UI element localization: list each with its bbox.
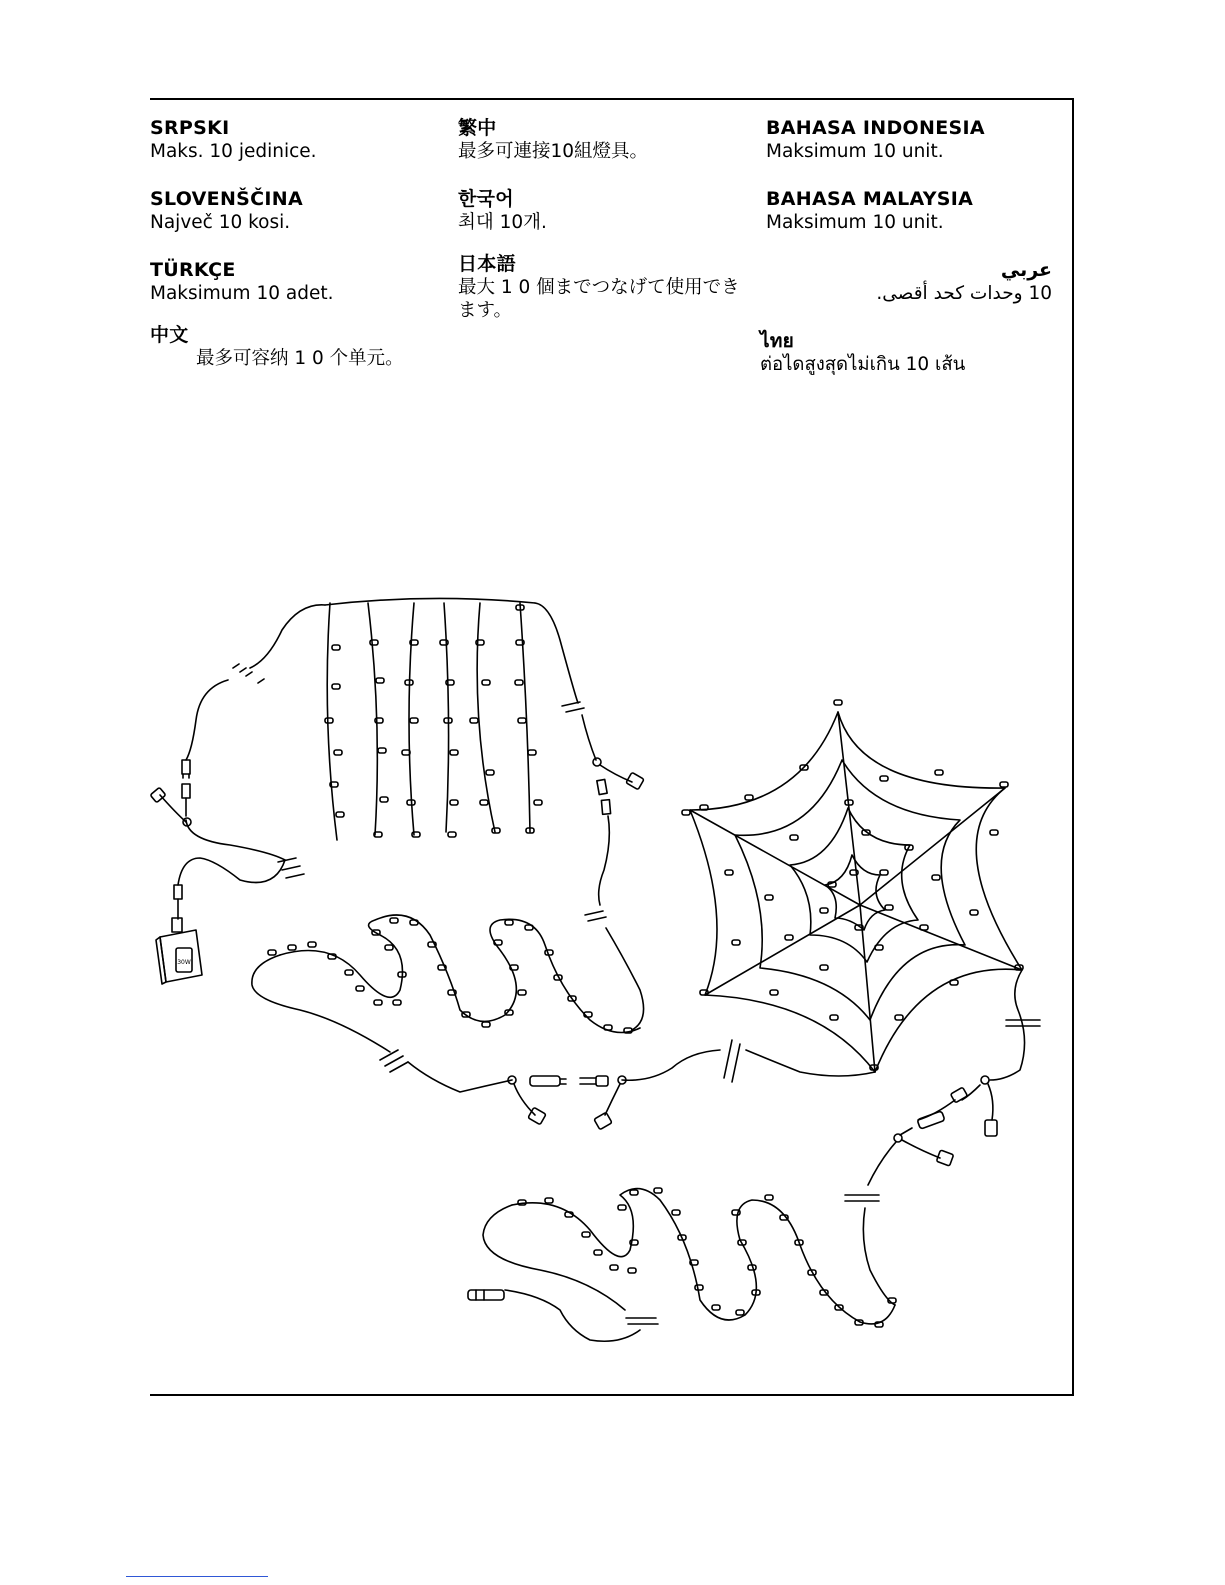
curtain-light: [150, 598, 644, 1030]
lang-text: Maksimum 10 adet.: [150, 283, 334, 304]
lang-heading: SRPSKI: [150, 117, 230, 139]
lang-text: ต่อไดสูงสุดไม่เกิน 10 เส้น: [760, 354, 966, 375]
lang-text: Maksimum 10 unit.: [766, 141, 944, 162]
lang-text: Največ 10 kosi.: [150, 212, 291, 233]
lang-heading: عربي: [1000, 259, 1052, 281]
lang-heading: BAHASA MALAYSIA: [766, 188, 974, 210]
lang-text: 最大 1 0 個までつなげて使用できます。: [458, 277, 740, 321]
lang-text: Maks. 10 jedinice.: [150, 141, 317, 162]
lang-heading: TÜRKÇE: [150, 259, 236, 281]
lang-text: 最多可容纳 1 0 个单元。: [196, 348, 404, 369]
spider-web-light: [580, 700, 1040, 1305]
snake-light-lower: [468, 1188, 896, 1341]
lang-heading: 日本語: [458, 253, 516, 275]
footer-underline: [126, 1576, 268, 1577]
lang-text: 최대 10개.: [458, 212, 547, 233]
lang-heading: 中文: [150, 324, 189, 346]
lang-heading: 繁中: [458, 117, 497, 139]
lang-text: 最多可連接10組燈具。: [458, 141, 649, 162]
lang-heading: SLOVENŠČINA: [150, 188, 303, 210]
transformer-label: 30W: [177, 959, 191, 966]
lang-heading: 한국어: [458, 188, 514, 210]
bulb: [325, 605, 542, 837]
lang-heading: BAHASA INDONESIA: [766, 117, 985, 139]
lang-text: Maksimum 10 unit.: [766, 212, 944, 233]
bulb: [268, 918, 632, 1033]
bulb: [682, 700, 1023, 1070]
lang-heading: ไทย: [760, 330, 795, 352]
transformer: [156, 918, 202, 984]
snake-light-upper: [252, 915, 640, 1125]
lang-text: 10 وحدات كحد أقصى.: [876, 283, 1052, 304]
